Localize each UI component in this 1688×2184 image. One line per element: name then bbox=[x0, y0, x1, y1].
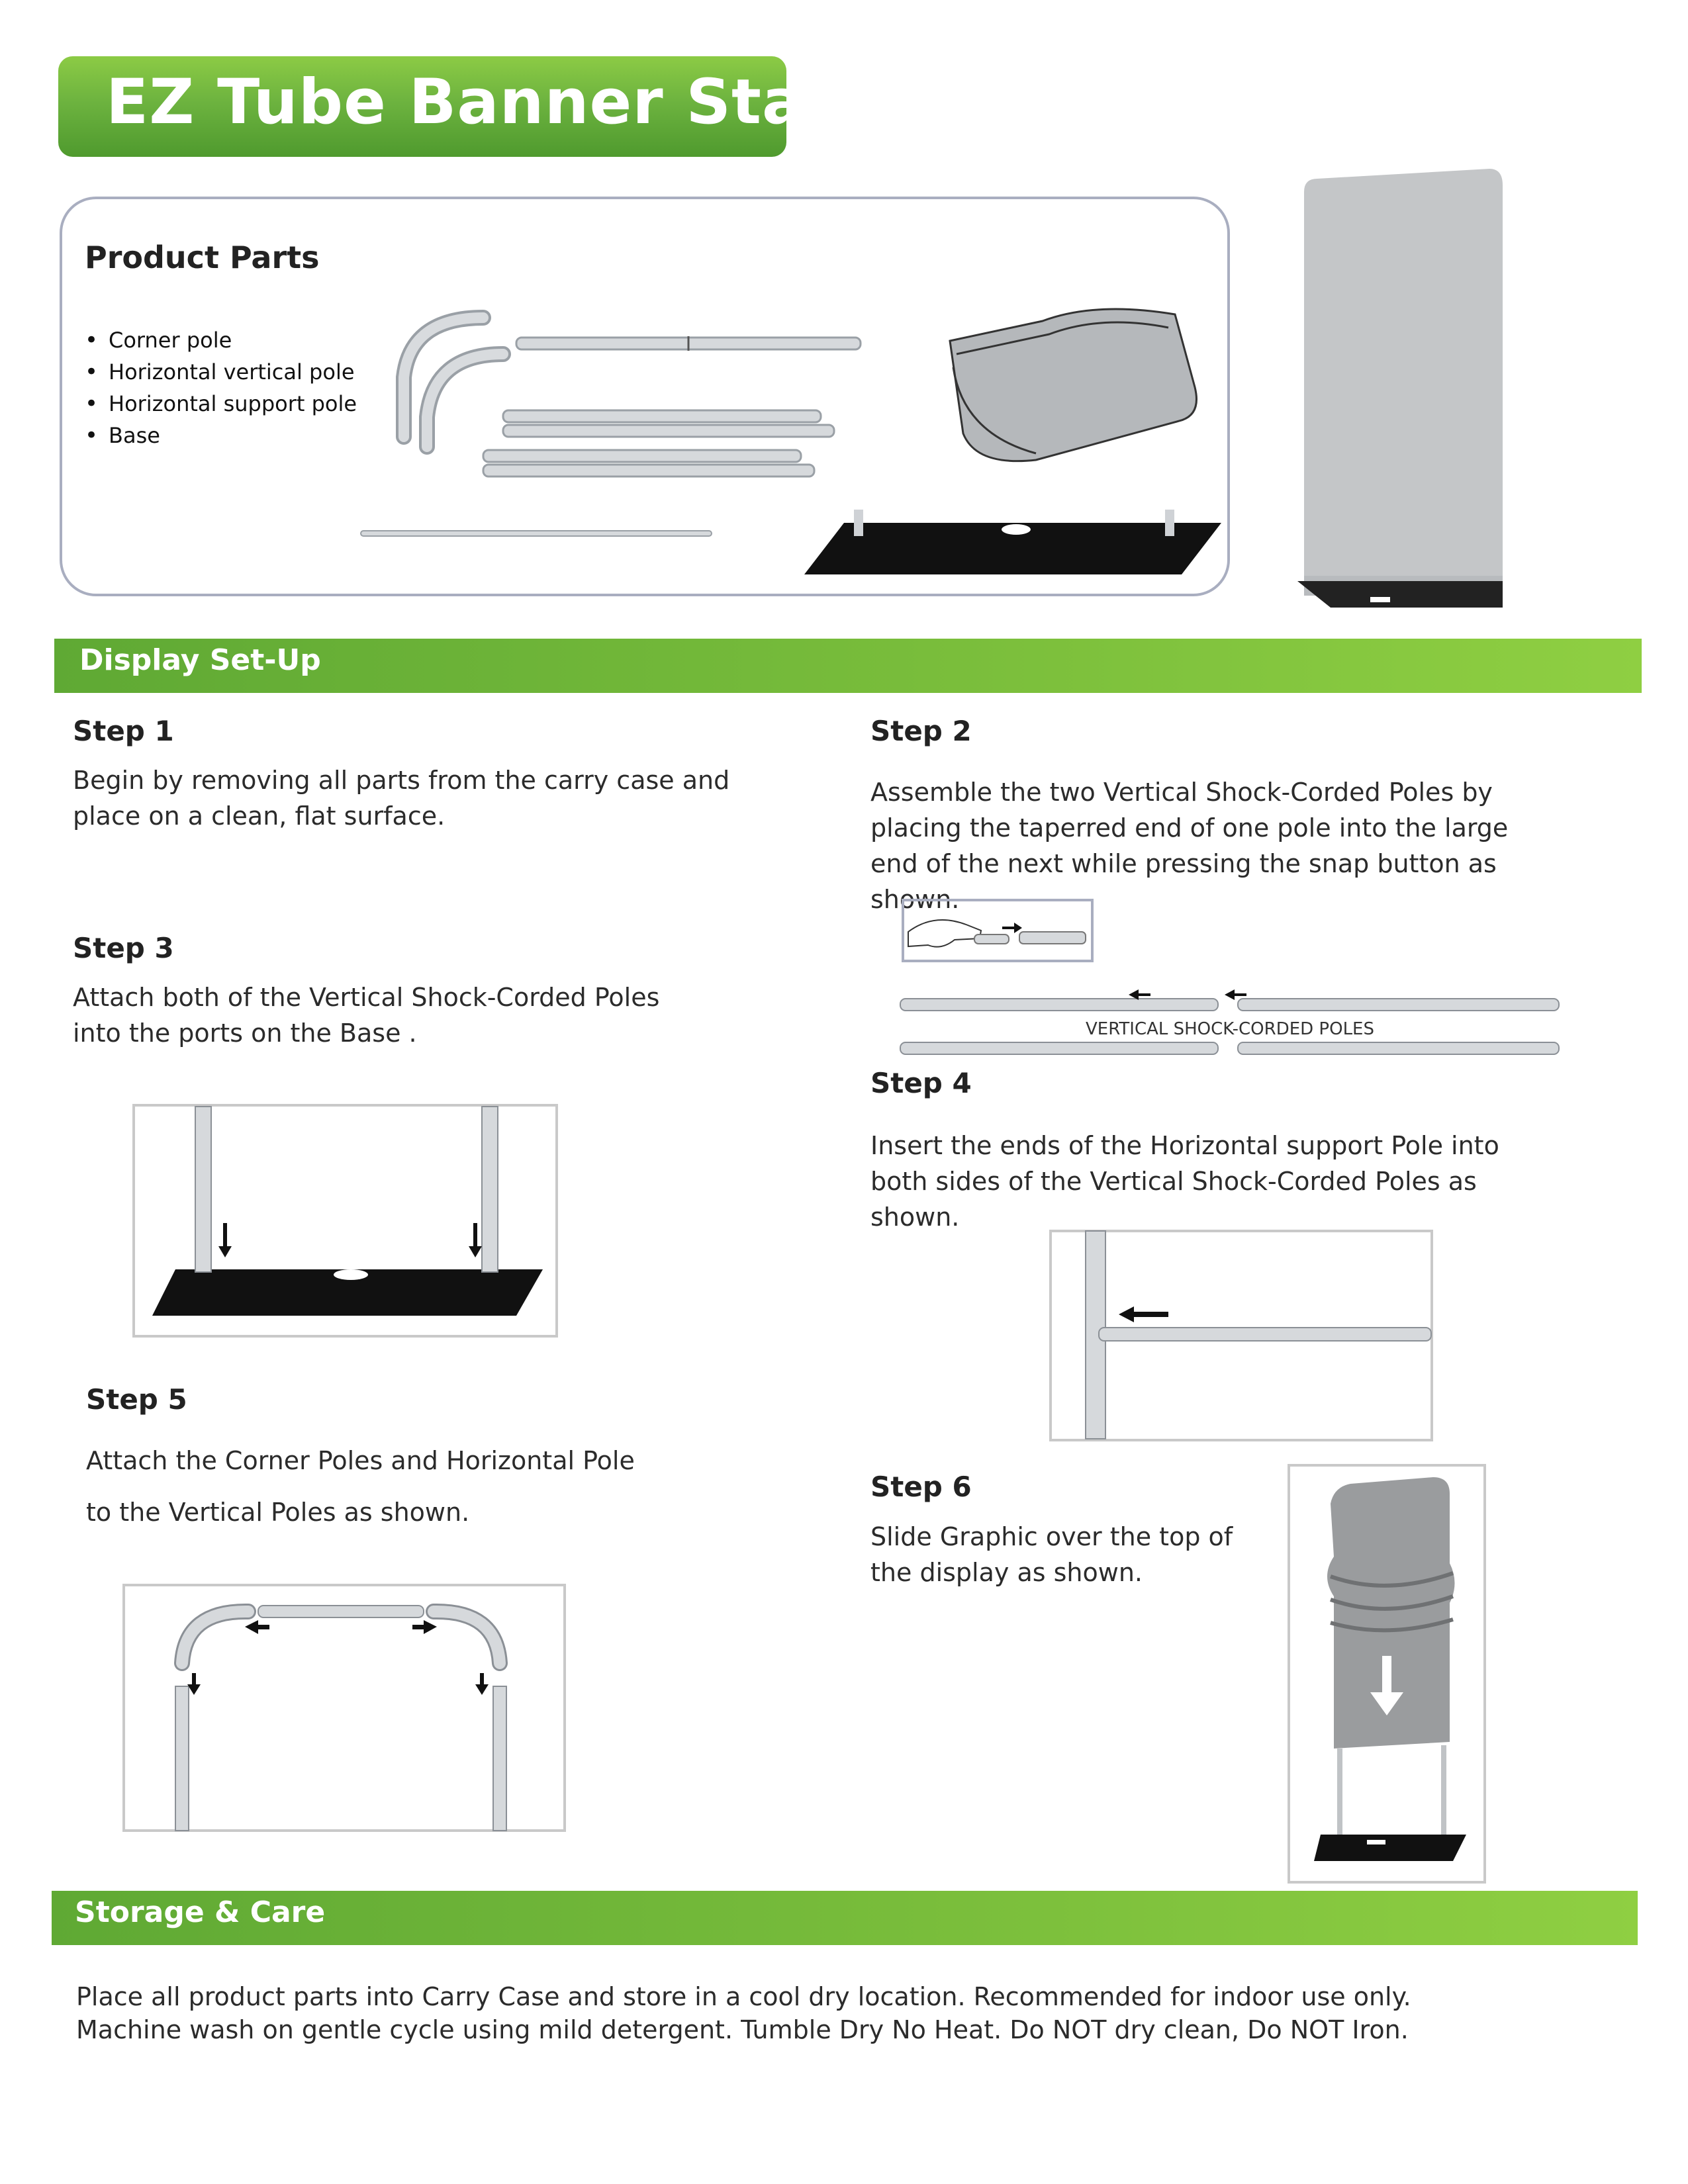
product-parts-heading: Product Parts bbox=[85, 240, 320, 275]
list-item: • Corner pole bbox=[85, 324, 357, 356]
horizontal-support-pole bbox=[361, 531, 712, 536]
step-5-corner-diagram bbox=[122, 1584, 566, 1832]
step-2-caption: VERTICAL SHOCK-CORDED POLES bbox=[1086, 1019, 1374, 1039]
step-1-heading: Step 1 bbox=[73, 715, 174, 747]
step-4-support-diagram bbox=[1049, 1230, 1433, 1441]
arrow-left-icon bbox=[245, 1620, 269, 1634]
storage-line-1: Place all product parts into Carry Case and store in a cool dry location. Recommended for indoor use only. bbox=[76, 1982, 1411, 2011]
storage-line-2: Machine wash on gentle cycle using mild detergent. Tumble Dry No Heat. Do NOT dry clean, Do NOT Iron. bbox=[76, 2015, 1409, 2044]
step-2-text: Assemble the two Vertical Shock-Corded Poles by placing the taperred end of one pole into the large end of the next while pressing the snap button as shown. bbox=[870, 778, 1509, 914]
step-2-poles-diagram bbox=[900, 989, 1562, 1062]
step-6-heading: Step 6 bbox=[870, 1471, 972, 1503]
arrow-down-icon bbox=[218, 1223, 232, 1257]
step-4-text: Insert the ends of the Horizontal support Pole into both sides of the Vertical Shock-Corded Poles as shown. bbox=[870, 1131, 1499, 1232]
list-item: • Horizontal support pole bbox=[85, 388, 357, 420]
step-6-graphic-diagram bbox=[1288, 1464, 1486, 1884]
step-5-text-line1: Attach the Corner Poles and Horizontal Pole bbox=[86, 1446, 635, 1475]
arrow-left-icon bbox=[1119, 1306, 1168, 1322]
list-item: • Horizontal vertical pole bbox=[85, 356, 357, 388]
arrow-down-icon bbox=[475, 1673, 489, 1695]
list-item: • Base bbox=[85, 420, 357, 451]
step-5-text-line2: to the Vertical Poles as shown. bbox=[86, 1498, 470, 1527]
storage-care-heading: Storage & Care bbox=[75, 1895, 326, 1929]
assembled-stand-illustration bbox=[1291, 165, 1516, 622]
page-title: EZ Tube Banner Stand bbox=[106, 66, 895, 138]
display-setup-heading: Display Set-Up bbox=[79, 643, 321, 677]
product-parts-list bbox=[85, 324, 357, 451]
graphic-fabric-illustration bbox=[937, 301, 1201, 467]
step-2-heading: Step 2 bbox=[870, 715, 972, 747]
vertical-pole bbox=[483, 465, 814, 477]
base-illustration bbox=[804, 510, 1228, 582]
step-3-heading: Step 3 bbox=[73, 932, 174, 964]
step-3-text: Attach both of the Vertical Shock-Corded Poles into the ports on the Base . bbox=[73, 983, 660, 1048]
vertical-pole bbox=[503, 425, 834, 437]
arrow-right-icon bbox=[412, 1620, 437, 1634]
step-3-base-diagram bbox=[132, 1104, 558, 1338]
vertical-pole bbox=[503, 410, 821, 422]
step-2-snap-detail bbox=[902, 899, 1094, 962]
arrow-right-icon bbox=[1002, 923, 1022, 933]
step-5-heading: Step 5 bbox=[86, 1383, 187, 1416]
hand-icon bbox=[908, 920, 981, 947]
vertical-pole bbox=[483, 450, 801, 462]
step-4-heading: Step 4 bbox=[870, 1067, 972, 1099]
arrow-down-icon bbox=[469, 1223, 482, 1257]
step-1-text: Begin by removing all parts from the carry case and place on a clean, flat surface. bbox=[73, 766, 730, 831]
step-6-text: Slide Graphic over the top of the display as shown. bbox=[870, 1522, 1233, 1587]
